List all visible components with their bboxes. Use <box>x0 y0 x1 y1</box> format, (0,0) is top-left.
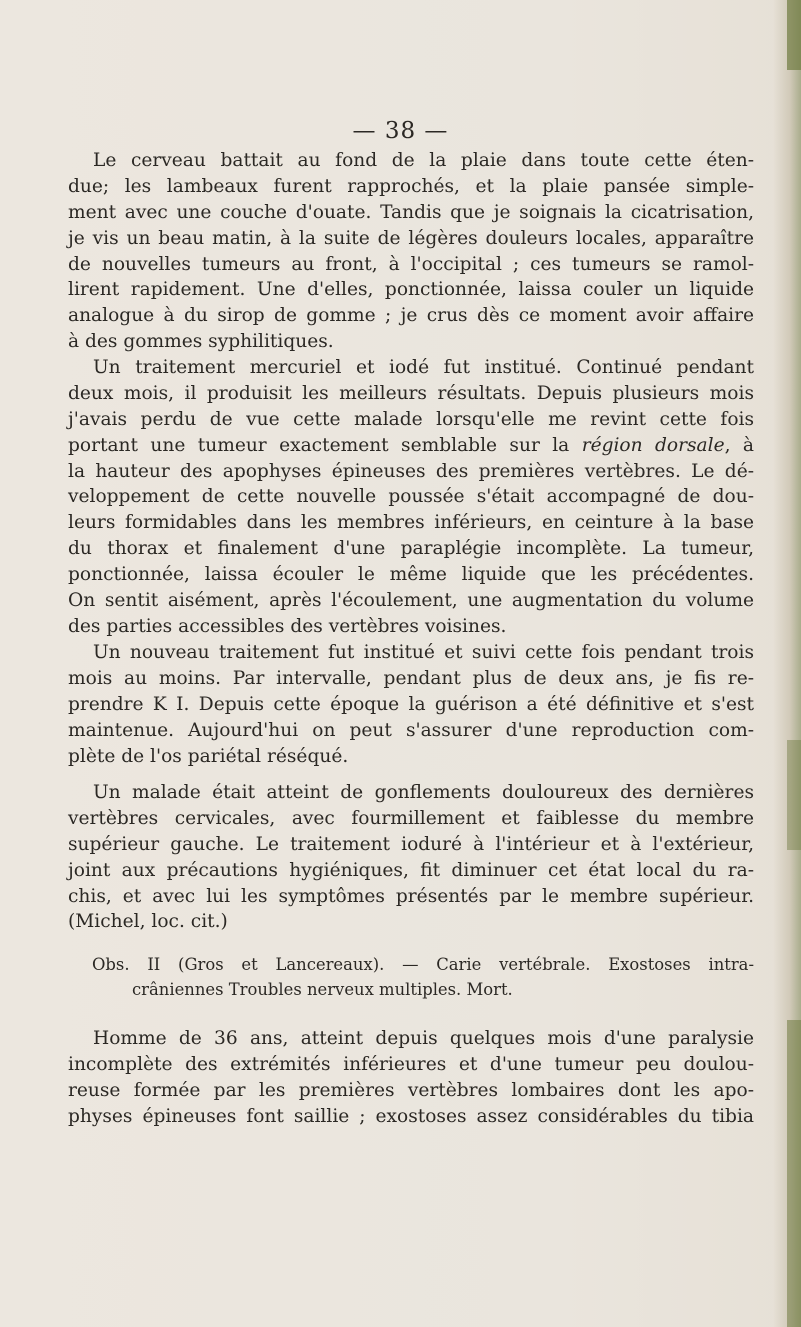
text-line: deux mois, il produisit les meilleurs résultats. Depuis plusieurs mois <box>68 382 754 404</box>
text-line: j'avais perdu de vue cette malade lorsqu'elle me revint cette fois <box>68 408 754 430</box>
text-segment: portant une tumeur exactement semblable sur la <box>68 434 570 456</box>
text-line: chis, et avec lui les symptômes présentés par le membre supérieur. <box>68 885 754 907</box>
page-edge-mark <box>787 740 801 850</box>
observation-subtitle: crâniennes Troubles nerveux multiples. Mort. <box>132 980 513 999</box>
text-line: Homme de 36 ans, atteint depuis quelques mois d'une paralysie <box>93 1028 754 1049</box>
text-line: ponctionnée, laissa écouler le même liquide que les précédentes. <box>68 564 754 586</box>
text-line: je vis un beau matin, à la suite de légères douleurs locales, apparaître <box>68 227 754 249</box>
text-line: lirent rapidement. Une d'elles, ponctionnée, laissa couler un liquide <box>68 279 754 301</box>
text-line: Le cerveau battait au fond de la plaie dans toute cette éten- <box>93 150 754 171</box>
text-line: à des gommes syphilitiques. <box>68 331 334 353</box>
text-line: Un traitement mercuriel et iodé fut institué. Continué pendant <box>93 357 754 378</box>
text-line: reuse formée par les premières vertèbres lombaires dont les apo- <box>68 1079 754 1101</box>
text-line-with-italic <box>68 433 754 459</box>
text-line: due; les lambeaux furent rapprochés, et la plaie pansée simple- <box>68 175 754 197</box>
text-line: la hauteur des apophyses épineuses des premières vertèbres. Le dé- <box>68 460 754 482</box>
text-line: supérieur gauche. Le traitement ioduré à l'intérieur et à l'extérieur, <box>68 833 754 855</box>
text-line: du thorax et finalement d'une paraplégie incomplète. La tumeur, <box>68 538 754 560</box>
text-line: de nouvelles tumeurs au front, à l'occipital ; ces tumeurs se ramol- <box>68 253 754 275</box>
page-number: — 38 — <box>352 118 449 144</box>
paragraph-3 <box>68 640 754 769</box>
text-line: leurs formidables dans les membres inférieurs, en ceinture à la base <box>68 512 754 534</box>
observation-heading <box>92 952 754 1002</box>
italic-term: région dorsale <box>581 434 725 456</box>
text-line: des parties accessibles des vertèbres voisines. <box>68 615 507 637</box>
text-line: (Michel, loc. cit.) <box>68 911 228 933</box>
paragraph-1 <box>68 148 754 355</box>
paragraph-4 <box>68 780 754 935</box>
text-line: analogue à du sirop de gomme ; je crus dès ce moment avoir affaire <box>68 305 754 327</box>
text-line: maintenue. Aujourd'hui on peut s'assurer d'une reproduction com- <box>68 719 754 741</box>
observation-title: Obs. II (Gros et Lancereaux). — Carie vertébrale. Exostoses intra- <box>92 955 754 974</box>
text-line: veloppement de cette nouvelle poussée s'était accompagné de dou- <box>68 486 754 508</box>
text-line: joint aux précautions hygiéniques, fit diminuer cet état local du ra- <box>68 859 754 881</box>
text-segment: , à <box>724 434 754 456</box>
text-line: prendre K I. Depuis cette époque la guérison a été définitive et s'est <box>68 693 754 715</box>
page-edge-mark <box>787 0 801 70</box>
page-edge-mark <box>787 1020 801 1327</box>
text-line: Un nouveau traitement fut institué et suivi cette fois pendant trois <box>93 642 754 663</box>
text-line: incomplète des extrémités inférieures et d'une tumeur peu doulou- <box>68 1053 754 1075</box>
text-line: plète de l'os pariétal réséqué. <box>68 745 349 767</box>
paragraph-2 <box>68 355 754 640</box>
text-line: vertèbres cervicales, avec fourmillement et faiblesse du membre <box>68 807 754 829</box>
text-line: ment avec une couche d'ouate. Tandis que je soignais la cicatrisation, <box>68 201 754 223</box>
text-line: mois au moins. Par intervalle, pendant plus de deux ans, je fis re- <box>68 667 754 689</box>
text-line: physes épineuses font saillie ; exostoses assez considérables du tibia <box>68 1105 754 1127</box>
paragraph-5 <box>68 1026 754 1130</box>
text-line: Un malade était atteint de gonflements douloureux des dernières <box>93 782 754 803</box>
text-line: On sentit aisément, après l'écoulement, une augmentation du volume <box>68 590 754 612</box>
